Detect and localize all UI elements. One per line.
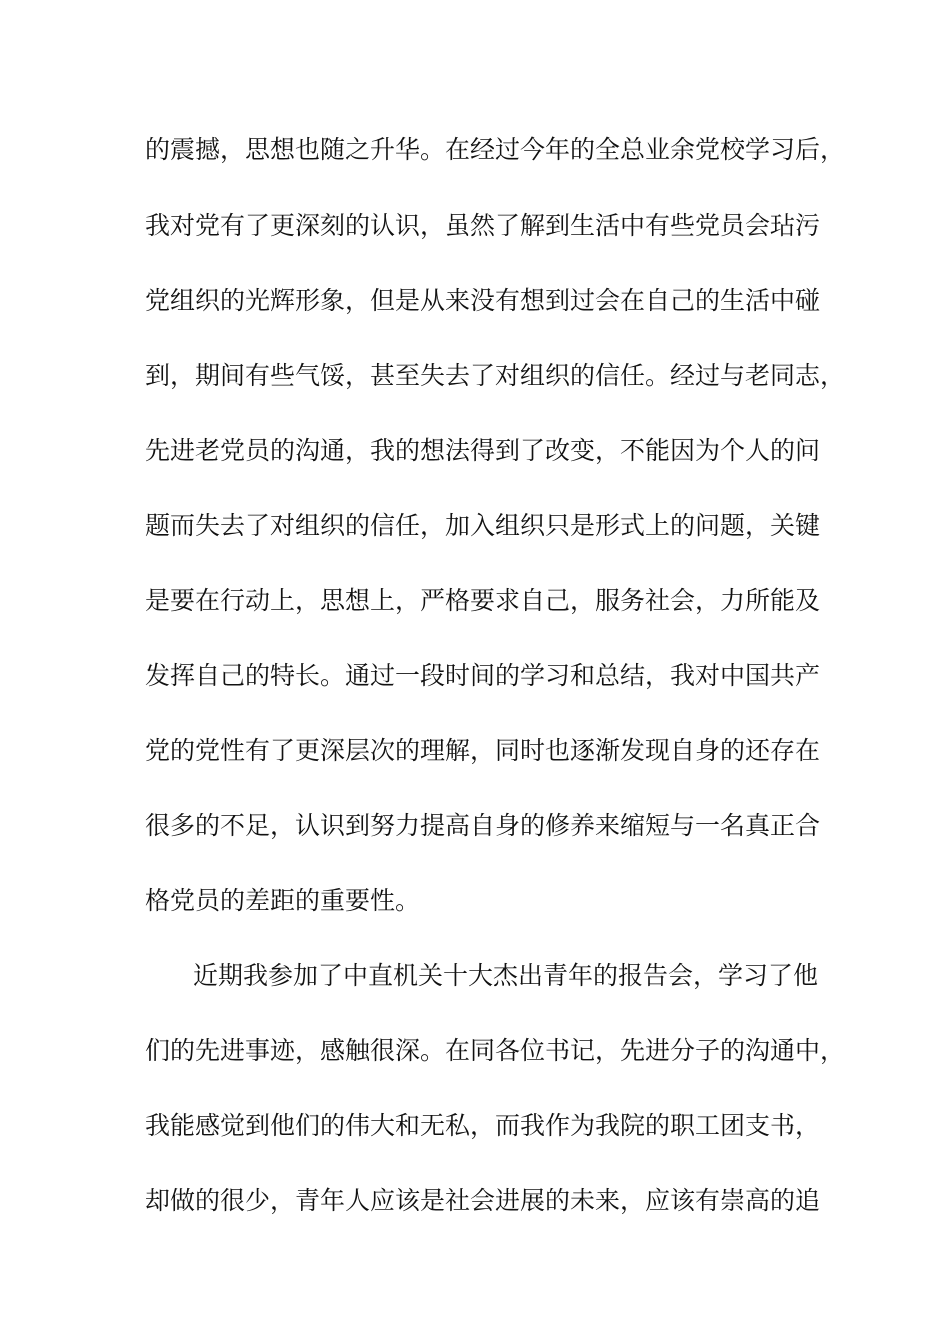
text-line: 们的先进事迹，感触很深。在同各位书记，先进分子的沟通中， [145, 1036, 846, 1065]
text-line: 党的党性有了更深层次的理解，同时也逐渐发现自身的还存在 [145, 736, 821, 765]
text-line: 发挥自己的特长。通过一段时间的学习和总结，我对中国共产 [145, 661, 821, 690]
text-line: 我对党有了更深刻的认识，虽然了解到生活中有些党员会玷污 [145, 211, 821, 240]
text-line: 党组织的光辉形象，但是从来没有想到过会在自己的生活中碰 [145, 286, 821, 315]
text-line: 是要在行动上，思想上，严格要求自己，服务社会，力所能及 [145, 586, 821, 615]
text-line: 却做的很少，青年人应该是社会进展的未来，应该有崇高的追 [145, 1186, 821, 1215]
paragraph-start-line: 近期我参加了中直机关十大杰出青年的报告会，学习了他 [193, 961, 819, 990]
text-line: 到，期间有些气馁，甚至失去了对组织的信任。经过与老同志， [145, 361, 846, 390]
text-line: 先进老党员的沟通，我的想法得到了改变，不能因为个人的问 [145, 436, 821, 465]
paragraph-end-line: 格党员的差距的重要性。 [145, 886, 421, 915]
text-line: 的震撼，思想也随之升华。在经过今年的全总业余党校学习后， [145, 135, 846, 164]
text-line: 题而失去了对组织的信任，加入组织只是形式上的问题，关键 [145, 511, 821, 540]
text-line: 我能感觉到他们的伟大和无私，而我作为我院的职工团支书， [145, 1111, 821, 1140]
text-line: 很多的不足，认识到努力提高自身的修养来缩短与一名真正合 [145, 811, 821, 840]
